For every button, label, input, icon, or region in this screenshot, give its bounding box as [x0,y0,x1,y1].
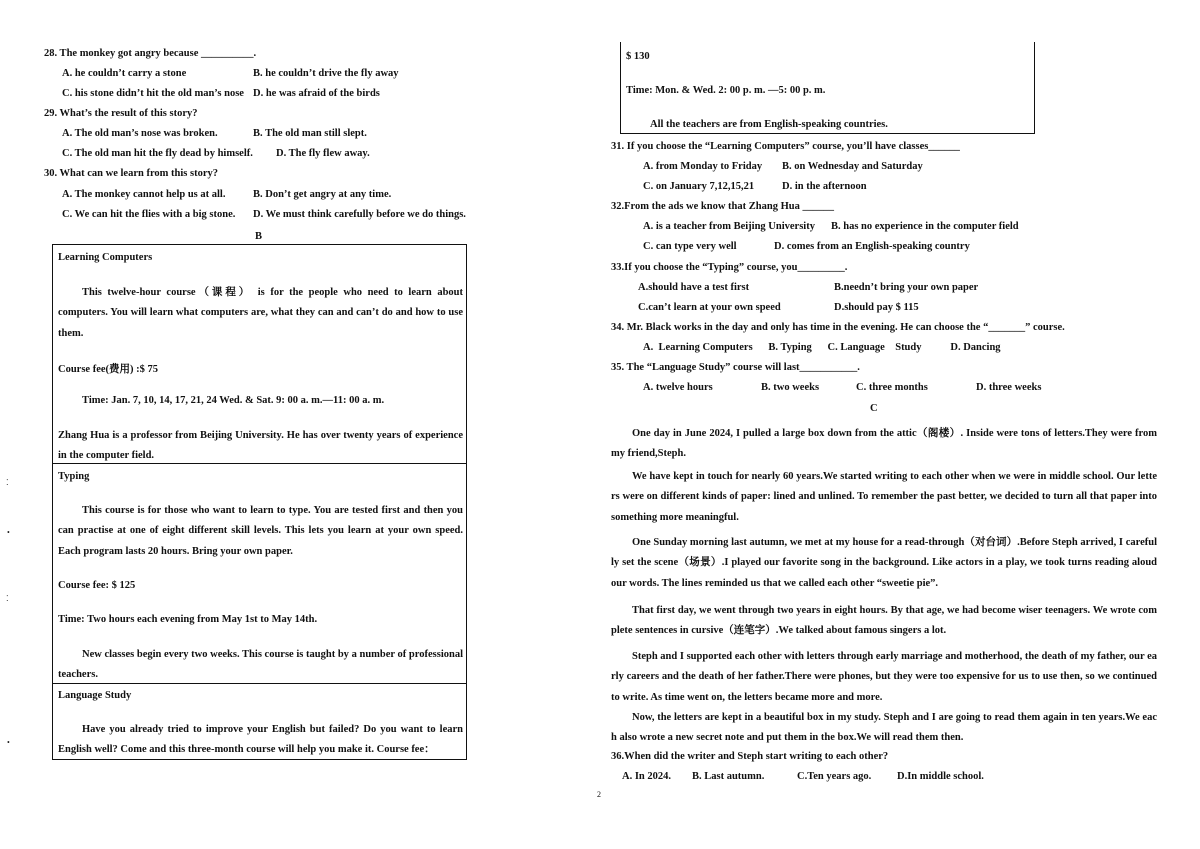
q36-option-b: B. Last autumn. [692,771,765,782]
section-c-heading: C [870,403,878,414]
q29-option-d: D. The fly flew away. [276,148,370,159]
binding-margin-mark: ⁚ [6,594,9,603]
q35-option-c: C. three months [856,382,928,393]
q29-option-b: B. The old man still slept. [253,128,367,139]
q36-option-c: C.Ten years ago. [797,771,872,782]
q28-stem: 28. The monkey got angry because __________. [44,48,257,59]
q31-option-c: C. on January 7,12,15,21 [643,181,755,192]
passage-paragraph: That first day, we went through two years in eight hours. By that age, we had become wiser teenagers. We wrote complete sentences in cursive（连笔字）.We talked about famous singers a lot. [611,605,1157,637]
ad-typing-title: Typing [58,471,90,482]
q31-option-d: D. in the afternoon [782,181,867,192]
passage-paragraph: One Sunday morning last autumn, we met at my house for a read-through（对台词）.Before Steph arrived, I carefully set the scene（场景）.I played our favorite song in the background. Like actors in a play, we took turns reading aloud our words. The lines reminded us that we called each other “sweetie pie”. [611,537,1157,589]
ad-language-teachers: All the teachers are from English-speaking countries. [650,119,888,130]
ad-learning-computers [52,244,467,464]
q30-option-d: D. We must think carefully before we do things. [253,209,466,220]
q33-option-d: D.should pay $ 115 [834,302,919,313]
q36-option-d: D.In middle school. [897,771,984,782]
q31-stem: 31. If you choose the “Learning Computers” course, you’ll have classes______ [611,141,960,152]
q28-option-c: C. his stone didn’t hit the old man’s nose [62,88,244,99]
q33-option-a: A.should have a test first [638,282,750,293]
q29-stem: 29. What’s the result of this story? [44,108,198,119]
section-b-heading: B [255,231,263,242]
passage-paragraph: One day in June 2024, I pulled a large box down from the attic（阁楼）. Inside were tons of letters.They were from my friend,Steph. [611,428,1157,460]
q33-option-c: C.can’t learn at your own speed [638,302,781,313]
q34-stem: 34. Mr. Black works in the day and only has time in the evening. He can choose the “_______” course. [611,322,1065,333]
q35-option-b: B. two weeks [761,382,820,393]
page-number: 2 [597,790,601,799]
ad-language-title: Language Study [58,690,132,701]
q31-option-b: B. on Wednesday and Saturday [782,161,923,172]
q32-option-c: C. can type very well [643,241,737,252]
ad-language-time: Time: Mon. & Wed. 2: 00 p. m. —5: 00 p. m. [626,85,826,96]
ad-language-fee: $ 130 [626,51,650,62]
ad-typing-time: Time: Two hours each evening from May 1st to May 14th. [58,614,318,625]
q28-option-b: B. he couldn’t drive the fly away [253,68,399,79]
ad-typing [52,463,467,684]
binding-margin-mark: • [7,528,10,537]
ad-language-body: Have you already tried to improve your English but failed? Do you want to learn English well? Come and this three-month course will help you make it. Course fee： [58,724,463,756]
q30-stem: 30. What can we learn from this story? [44,168,219,179]
q36-stem: 36.When did the writer and Steph start writing to each other? [611,751,889,762]
q34-options: A. Learning Computers B. Typing C. Language Study D. Dancing [643,342,1001,353]
q29-option-a: A. The old man’s nose was broken. [62,128,218,139]
ad-typing-fee: Course fee: $ 125 [58,580,136,591]
passage-paragraph: Steph and I supported each other with letters through early marriage and motherhood, the death of my father, our early careers and the death of her father.There were phones, but they were too expensive for us to use then, so we continued to write. As time went on, the letters became more and more. [611,651,1157,703]
binding-margin-mark: ⁚ [6,478,9,487]
q35-option-a: A. twelve hours [643,382,713,393]
q32-option-d: D. comes from an English-speaking country [774,241,970,252]
ad-computers-time: Time: Jan. 7, 10, 14, 17, 21, 24 Wed. & Sat. 9: 00 a. m.—11: 00 a. m. [82,395,385,406]
q32-stem: 32.From the ads we know that Zhang Hua ______ [611,201,834,212]
ad-computers-fee: Course fee(费用) :$ 75 [58,364,159,375]
q28-option-a: A. he couldn’t carry a stone [62,68,187,79]
ad-typing-body: This course is for those who want to learn to type. You are tested first and then you can practise at one of eight different skill levels. This lets you learn at your own speed. Each program lasts 20 hours. Bring your own paper. [58,505,463,557]
passage-paragraph: Now, the letters are kept in a beautiful box in my study. Steph and I are going to read them again in ten years.We each also wrote a new secret note and put them in the box.We will read them then. [611,712,1157,744]
q36-option-a: A. In 2024. [622,771,672,782]
binding-margin-mark: • [7,738,10,747]
ad-computers-body: This twelve-hour course（课程） is for the people who need to learn about computers. You will learn what computers are, what they can and can’t do and how to use them. [58,287,463,339]
ad-computers-title: Learning Computers [58,252,153,263]
q30-option-a: A. The monkey cannot help us at all. [62,189,226,200]
q35-stem: 35. The “Language Study” course will last___________. [611,362,860,373]
q32-option-b: B. has no experience in the computer field [831,221,1019,232]
q31-option-a: A. from Monday to Friday [643,161,763,172]
ad-typing-note: New classes begin every two weeks. This course is taught by a number of professional teachers. [58,649,463,681]
q28-option-d: D. he was afraid of the birds [253,88,380,99]
ad-computers-teacher: Zhang Hua is a professor from Beijing University. He has over twenty years of experience in the computer field. [58,430,463,462]
q30-option-c: C. We can hit the flies with a big stone. [62,209,236,220]
q35-option-d: D. three weeks [976,382,1042,393]
ad-language-study-continued [620,42,1035,134]
q30-option-b: B. Don’t get angry at any time. [253,189,392,200]
q33-stem: 33.If you choose the “Typing” course, you_________. [611,262,848,273]
q29-option-c: C. The old man hit the fly dead by himself. [62,148,253,159]
passage-paragraph: We have kept in touch for nearly 60 years.We started writing to each other when we were in middle school. Our letters were on different kinds of paper: lined and unlined. To remember the past better, we decided to turn all that paper into something more meaningful. [611,471,1157,523]
q32-option-a: A. is a teacher from Beijing University [643,221,815,232]
ad-language-study [52,683,467,760]
q33-option-b: B.needn’t bring your own paper [834,282,979,293]
